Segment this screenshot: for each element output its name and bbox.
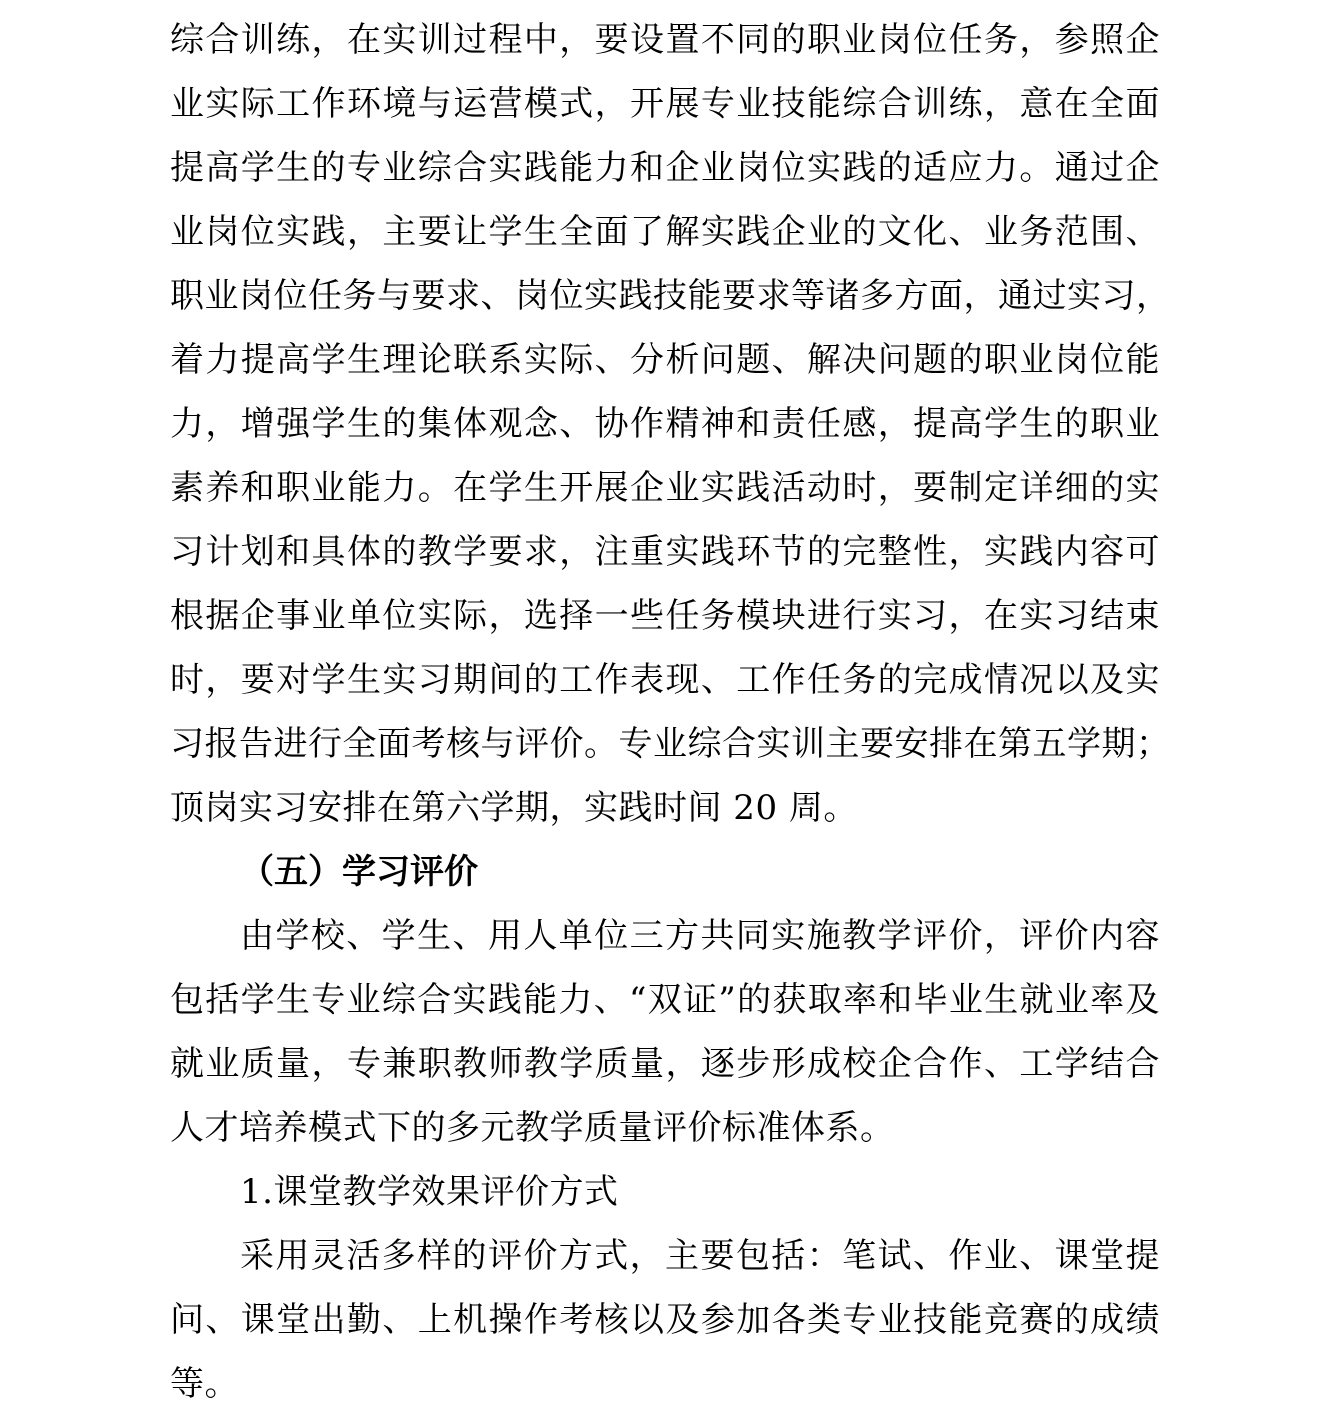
- text-line: 时，要对学生实习期间的工作表现、工作任务的完成情况以及实: [170, 660, 1160, 700]
- text-line: 等。: [170, 1364, 239, 1404]
- text-line: 着力提高学生理论联系实际、分析问题、解决问题的职业岗位能: [170, 340, 1160, 380]
- paragraph-practice: [170, 8, 1171, 840]
- text-line: 习计划和具体的教学要求，注重实践环节的完整性，实践内容可: [170, 532, 1160, 572]
- text-line: 力，增强学生的集体观念、协作精神和责任感，提高学生的职业: [170, 404, 1160, 444]
- text-line: 业实际工作环境与运营模式，开展专业技能综合训练，意在全面: [170, 84, 1160, 124]
- text-line: 采用灵活多样的评价方式，主要包括：笔试、作业、课堂提: [240, 1236, 1160, 1276]
- text-line: 业岗位实践，主要让学生全面了解实践企业的文化、业务范围、: [170, 212, 1160, 252]
- paragraph-evaluation-intro: [170, 904, 1160, 1160]
- subheading-classroom-evaluation: 1.课堂教学效果评价方式: [240, 1172, 619, 1212]
- document-page: [170, 8, 1171, 1416]
- text-line: 根据企事业单位实际，选择一些任务模块进行实习，在实习结束: [170, 596, 1160, 636]
- text-line: 综合训练，在实训过程中，要设置不同的职业岗位任务，参照企: [170, 20, 1160, 60]
- text-line: 习报告进行全面考核与评价。专业综合实训主要安排在第五学期；: [170, 724, 1171, 764]
- section-heading-learning-evaluation: （五）学习评价: [240, 852, 478, 892]
- paragraph-evaluation-methods: [170, 1224, 1160, 1416]
- text-line: 问、课堂出勤、上机操作考核以及参加各类专业技能竞赛的成绩: [170, 1300, 1160, 1340]
- text-line: 顶岗实习安排在第六学期，实践时间 20 周。: [170, 788, 858, 828]
- text-line: 素养和职业能力。在学生开展企业实践活动时，要制定详细的实: [170, 468, 1160, 508]
- text-line: 包括学生专业综合实践能力、“双证”的获取率和毕业生就业率及: [170, 980, 1160, 1020]
- text-line: 就业质量，专兼职教师教学质量，逐步形成校企合作、工学结合: [170, 1044, 1160, 1084]
- text-line: 由学校、学生、用人单位三方共同实施教学评价，评价内容: [240, 916, 1160, 956]
- text-line: 人才培养模式下的多元教学质量评价标准体系。: [170, 1108, 895, 1148]
- text-line: 职业岗位任务与要求、岗位实践技能要求等诸多方面，通过实习，: [170, 276, 1171, 316]
- text-line: 提高学生的专业综合实践能力和企业岗位实践的适应力。通过企: [170, 148, 1160, 188]
